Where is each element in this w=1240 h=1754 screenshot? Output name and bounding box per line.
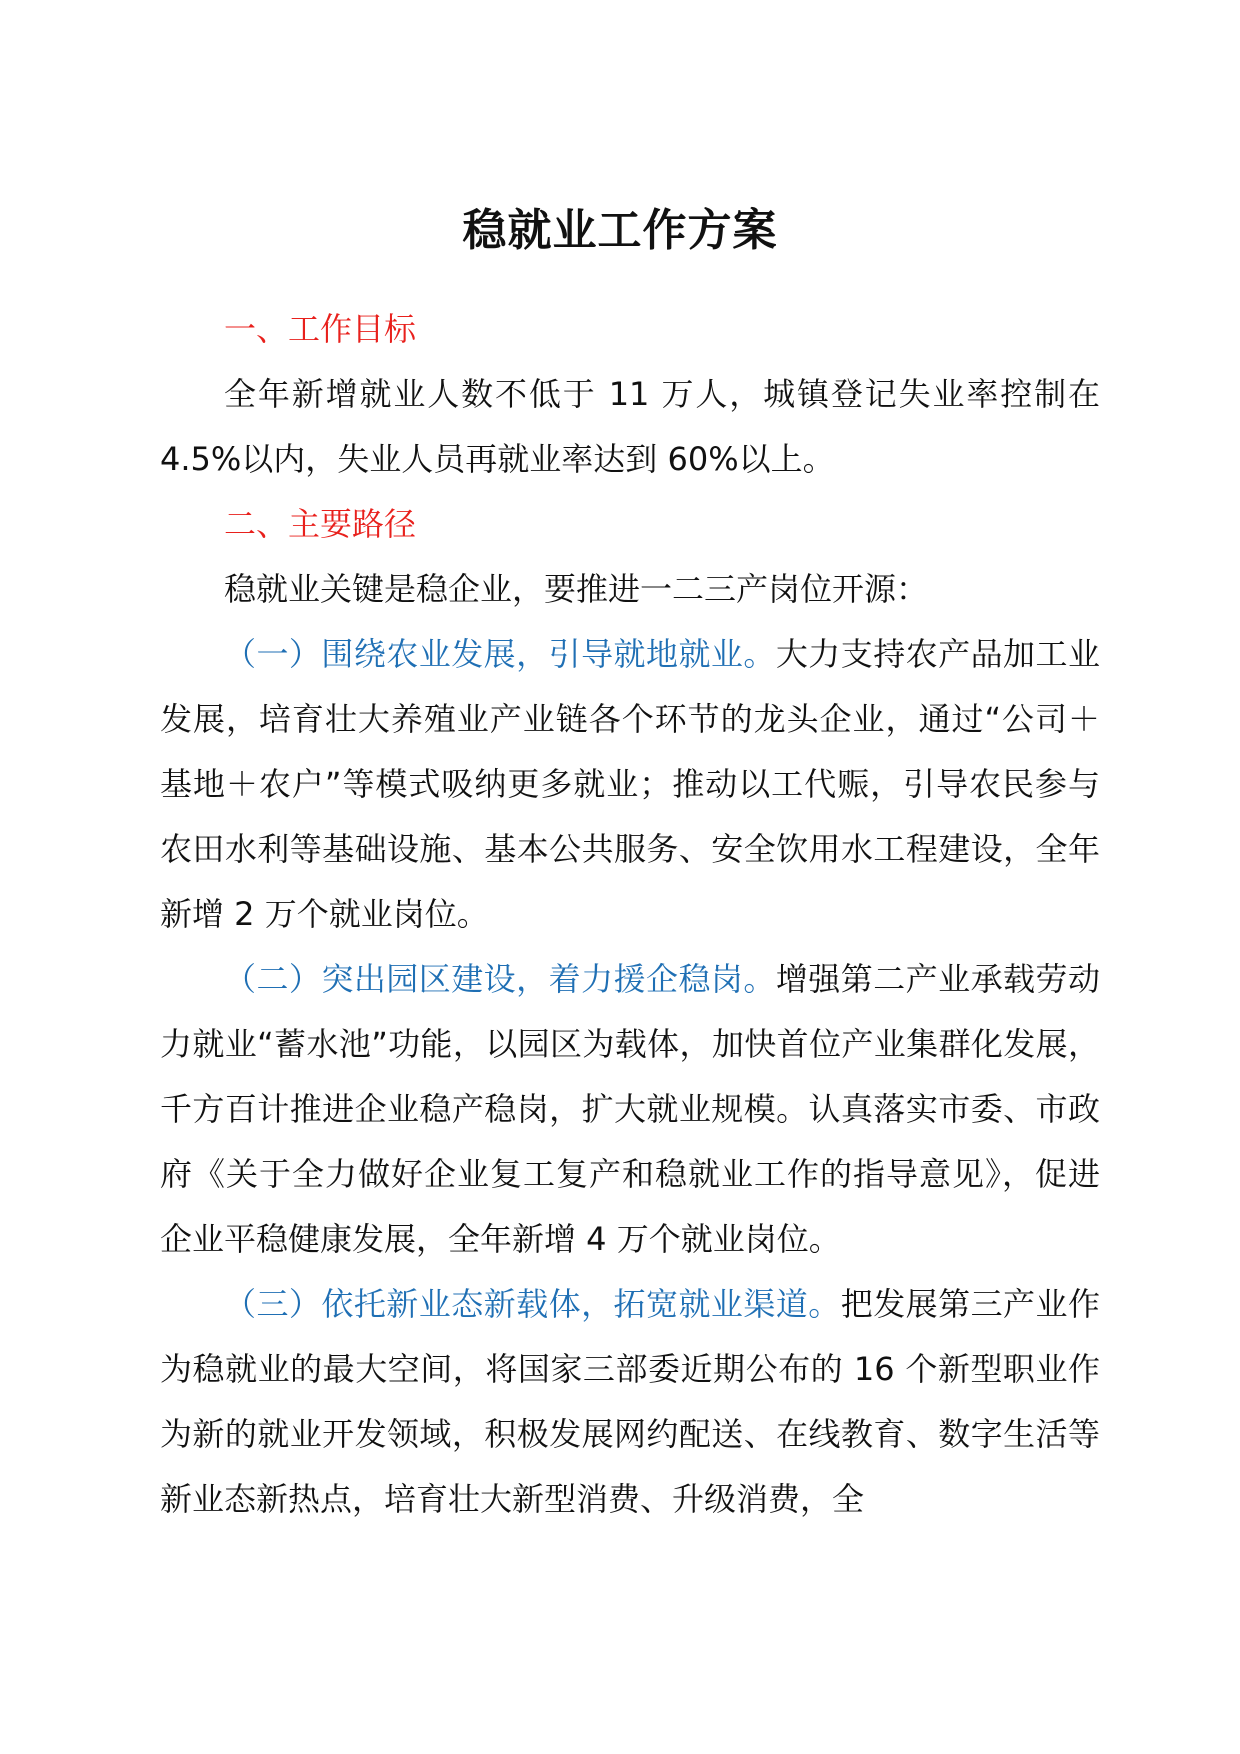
path-item-text: 大力支持农产品加工业发展，培育壮大养殖业产业链各个环节的龙头企业，通过“公司＋基地＋农户”等模式吸纳更多就业；推动以工代赈，引导农民参与农田水利等基础设施、基本公共服务、安全饮用水工程建设，全年新增 2 万个就业岗位。	[160, 635, 1100, 933]
path-item-new-business	[160, 1272, 1100, 1532]
document-body	[160, 297, 1100, 1532]
path-item-industrial-park	[160, 947, 1100, 1272]
path-item-text: 把发展第三产业作为稳就业的最大空间，将国家三部委近期公布的 16 个新型职业作为新的就业开发领域，积极发展网约配送、在线教育、数字生活等新业态新热点，培育壮大新型消费、升级消费，全	[160, 1285, 1100, 1518]
section-heading-goals: 一、工作目标	[224, 310, 417, 348]
goals-paragraph: 全年新增就业人数不低于 11 万人，城镇登记失业率控制在 4.5%以内，失业人员再就业率达到 60%以上。	[160, 375, 1100, 478]
document-title: 稳就业工作方案	[462, 205, 778, 256]
paths-intro-paragraph: 稳就业关键是稳企业，要推进一二三产岗位开源：	[224, 570, 929, 608]
section-heading-paths: 二、主要路径	[224, 505, 417, 543]
path-item-lead: （三）依托新业态新载体，拓宽就业渠道。	[224, 1285, 841, 1323]
path-item-lead: （一）围绕农业发展，引导就地就业。	[224, 635, 776, 673]
path-item-agriculture	[160, 622, 1100, 947]
path-item-text: 增强第二产业承载劳动力就业“蓄水池”功能，以园区为载体，加快首位产业集群化发展，千方百计推进企业稳产稳岗，扩大就业规模。认真落实市委、市政府《关于全力做好企业复工复产和稳就业工作的指导意见》，促进企业平稳健康发展，全年新增 4 万个就业岗位。	[160, 960, 1100, 1258]
path-item-lead: （二）突出园区建设，着力援企稳岗。	[224, 960, 776, 998]
